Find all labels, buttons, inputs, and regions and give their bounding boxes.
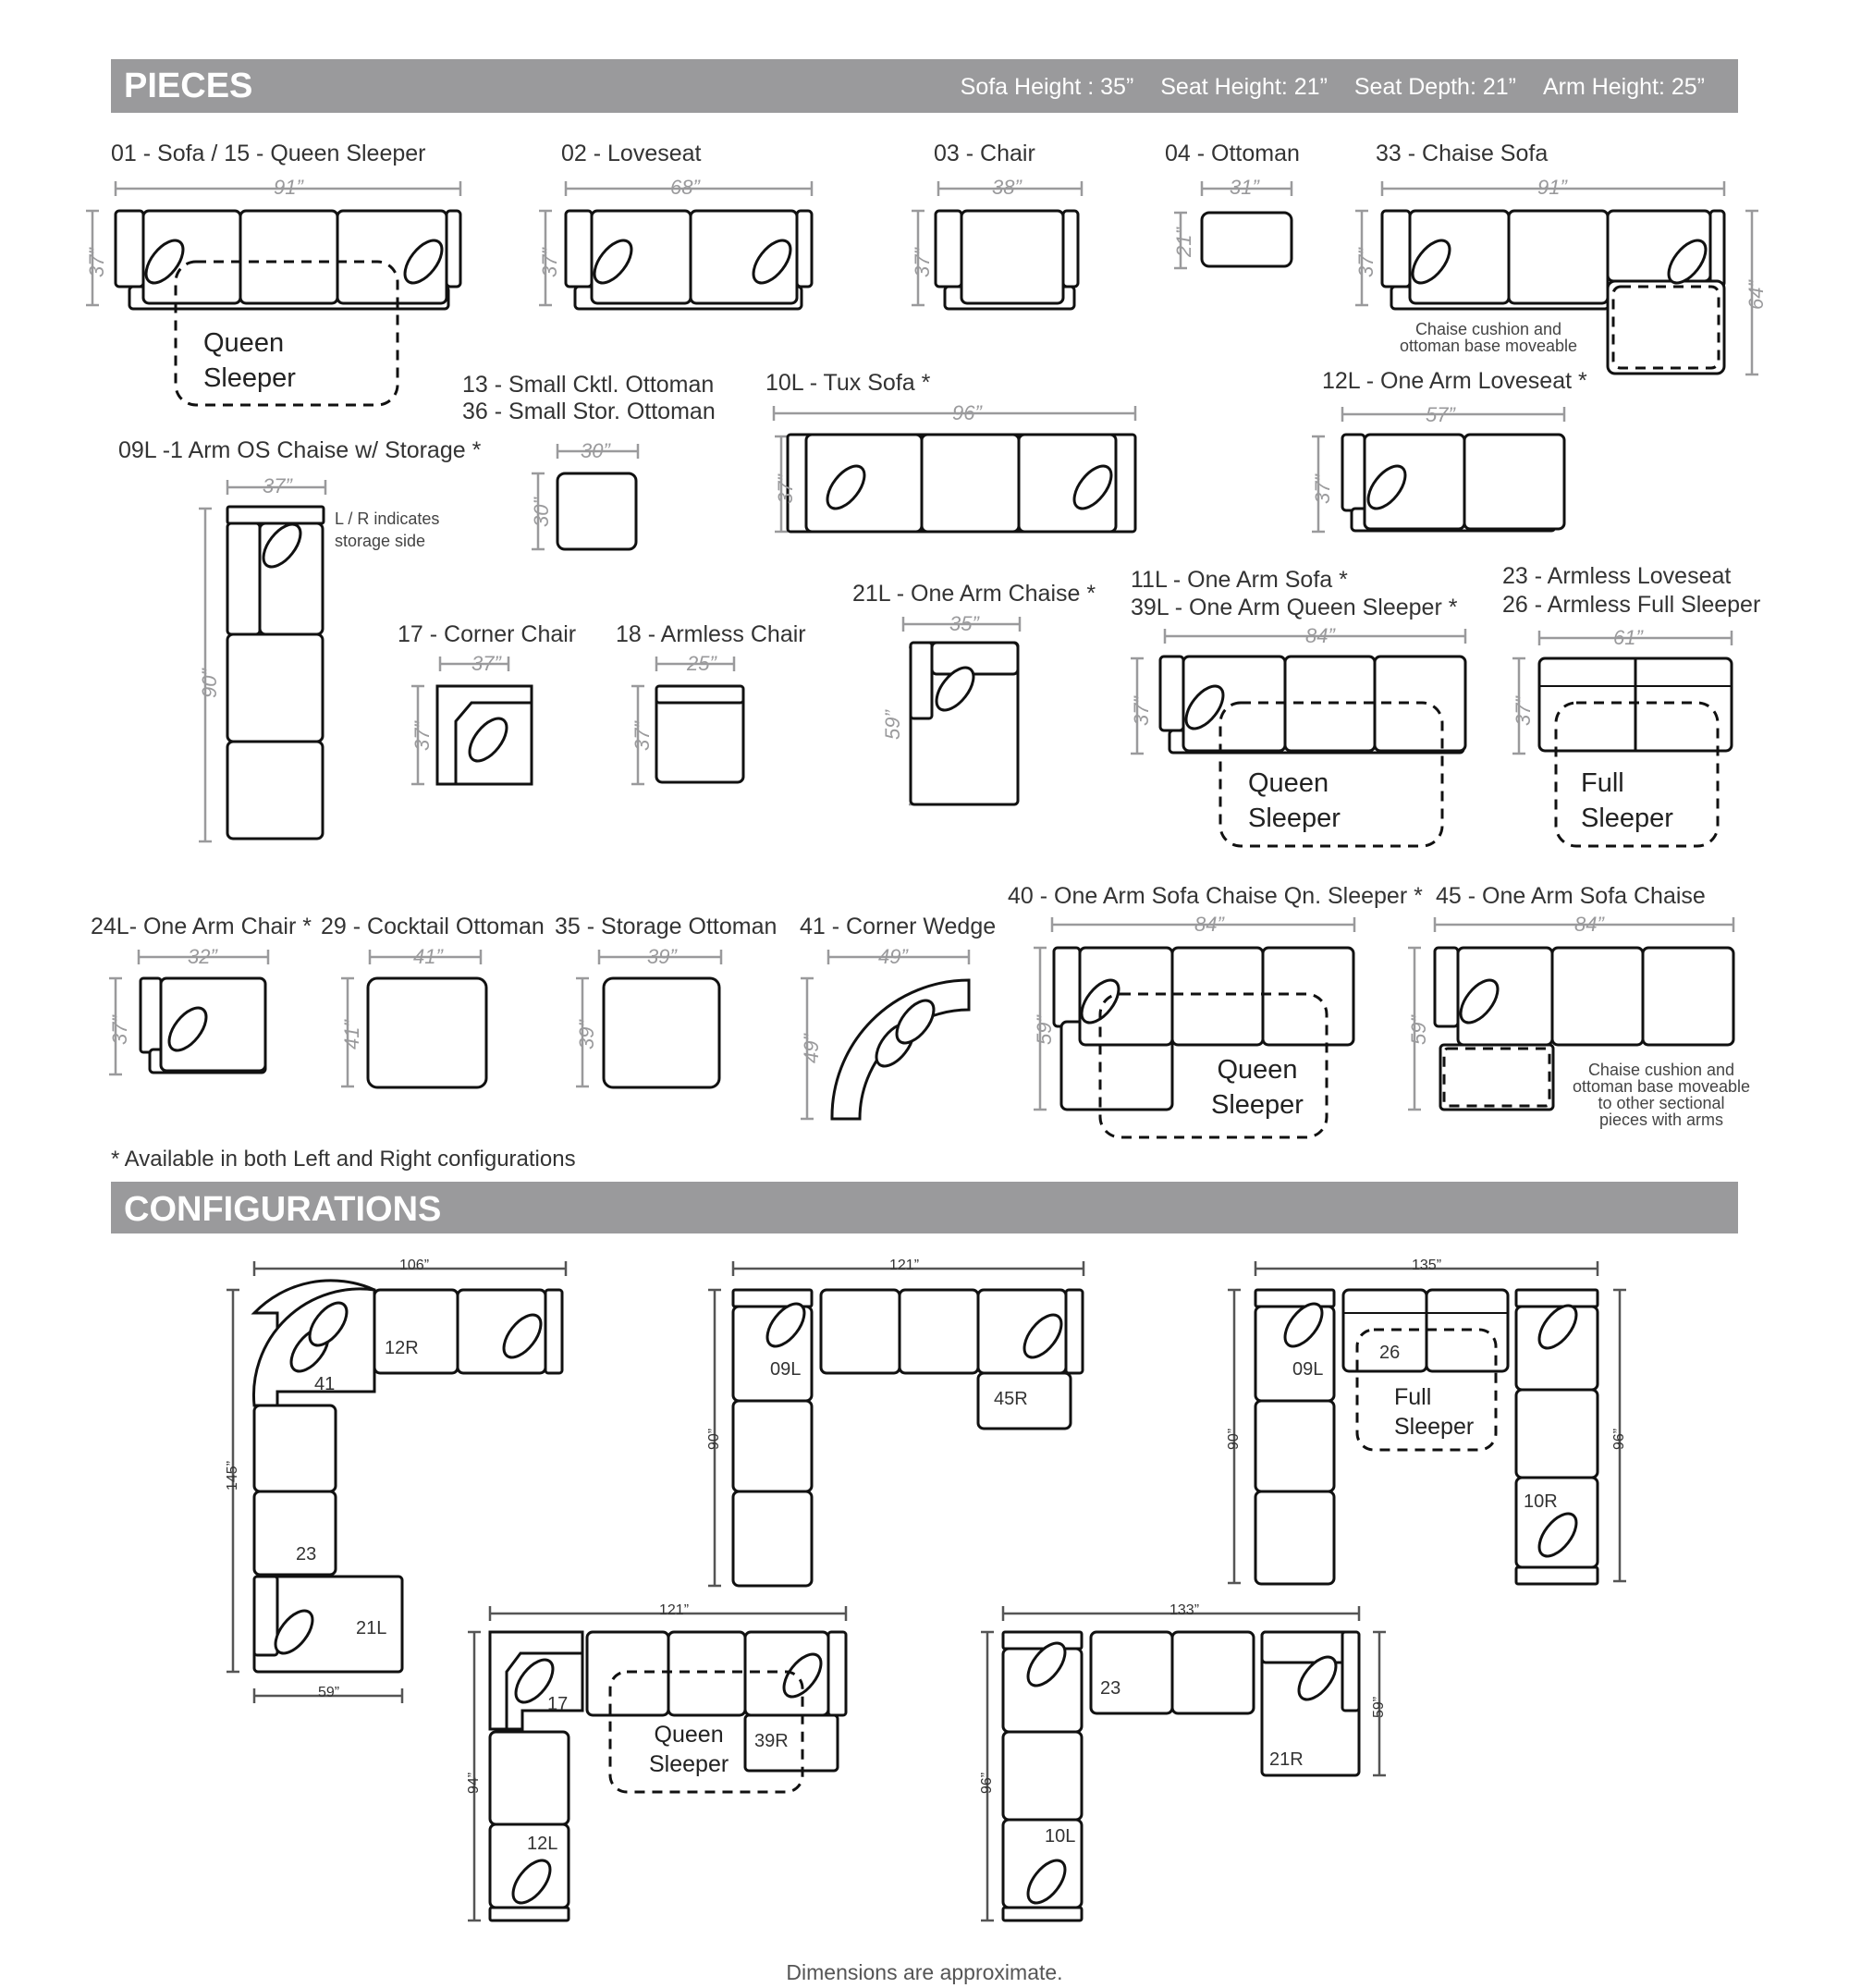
dim-35-height: 39” xyxy=(575,1020,598,1049)
label-23-armless-loveseat: 23 - Armless Loveseat xyxy=(1502,563,1732,589)
label-35-storage-ottoman: 35 - Storage Ottoman xyxy=(555,914,778,939)
piece-04-ottoman xyxy=(1202,213,1292,266)
label-45-sofa-chaise: 45 - One Arm Sofa Chaise xyxy=(1436,883,1706,909)
config3-code-26: 26 xyxy=(1379,1343,1401,1363)
dim-09l-width: 37” xyxy=(263,474,292,497)
spec-seat-depth: Seat Depth: 21” xyxy=(1353,74,1516,100)
piece-12l-one-arm-loveseat xyxy=(1342,435,1564,531)
note-45 xyxy=(1555,1061,1768,1128)
dim-11l-height: 37” xyxy=(1130,696,1153,726)
label-03-chair: 03 - Chair xyxy=(934,141,1035,166)
label-13-small-ottoman: 13 - Small Cktl. Ottoman xyxy=(462,372,715,398)
dim-12l-height: 37” xyxy=(1311,474,1334,504)
label-21l-chaise: 21L - One Arm Chaise * xyxy=(852,581,1096,607)
dim-01-height: 37” xyxy=(85,248,108,277)
dim-33-height: 37” xyxy=(1354,248,1378,277)
label-04-ottoman: 04 - Ottoman xyxy=(1165,141,1300,166)
piece-29-cocktail-ottoman xyxy=(368,978,486,1087)
config3-height: 90” xyxy=(1226,1428,1242,1450)
piece-41-corner-wedge xyxy=(832,980,969,1119)
configurations-header-bar xyxy=(111,1182,1738,1233)
note-33-chaise xyxy=(1378,321,1599,354)
spec-arm-height: Arm Height: 25” xyxy=(1542,74,1705,100)
config2-width: 121” xyxy=(889,1258,920,1273)
dim-40-height: 59” xyxy=(1033,1015,1056,1045)
config5-width: 133” xyxy=(1169,1602,1200,1618)
note-33-text: Chaise cushion and ottoman base moveable xyxy=(1399,320,1578,355)
dim-41-height: 49” xyxy=(800,1034,823,1063)
dim-04-width: 31” xyxy=(1230,176,1259,199)
config1-code-12r: 12R xyxy=(385,1338,419,1358)
dim-13-height: 30” xyxy=(530,497,553,527)
config5-height: 96” xyxy=(979,1772,995,1794)
piece-13-ottoman xyxy=(557,473,636,549)
label-09l-chaise: 09L -1 Arm OS Chaise w/ Storage * xyxy=(118,437,482,463)
dim-45-height: 59” xyxy=(1407,1015,1430,1045)
availability-note: * Available in both Left and Right configurations xyxy=(111,1147,576,1172)
dim-01-width: 91” xyxy=(274,176,303,199)
pieces-title: PIECES xyxy=(124,67,253,105)
dim-21l-height: 59” xyxy=(881,710,904,740)
label-39l-sleeper: 39L - One Arm Queen Sleeper * xyxy=(1131,595,1458,620)
dim-02-height: 37” xyxy=(538,248,561,277)
config5-code-21r: 21R xyxy=(1269,1749,1304,1770)
label-40-sofa-chaise-sleeper: 40 - One Arm Sofa Chaise Qn. Sleeper * xyxy=(1008,883,1423,909)
inner-23-full xyxy=(1581,766,1673,836)
label-10l-tux: 10L - Tux Sofa * xyxy=(765,370,931,396)
note-09l xyxy=(335,508,439,552)
dim-29-width: 41” xyxy=(413,945,443,968)
config3-code-10r: 10R xyxy=(1524,1491,1558,1512)
config3-inner xyxy=(1394,1382,1474,1442)
piece-21l-one-arm-chaise xyxy=(911,643,1018,804)
piece-17-corner-chair xyxy=(437,686,532,784)
dim-21l-width: 35” xyxy=(949,612,979,635)
config3-height2: 96” xyxy=(1611,1428,1627,1450)
config4-code-17: 17 xyxy=(547,1694,569,1714)
piece-09l-chaise-storage xyxy=(227,507,324,839)
dim-13-width: 30” xyxy=(581,439,610,462)
label-33-chaise-sofa: 33 - Chaise Sofa xyxy=(1376,141,1549,166)
config1-code-41: 41 xyxy=(314,1374,336,1394)
config4-inner xyxy=(649,1720,729,1779)
inner-01-queen xyxy=(203,325,296,396)
config2-height: 90” xyxy=(706,1428,722,1450)
config2-code-45r: 45R xyxy=(994,1389,1028,1409)
config3-code-09l: 09L xyxy=(1292,1359,1324,1380)
config-2 xyxy=(733,1290,1083,1586)
config3-width: 135” xyxy=(1412,1258,1442,1273)
spec-seat-height: Seat Height: 21” xyxy=(1160,74,1328,100)
dim-09l-height: 90” xyxy=(198,669,221,698)
config1-bottom: 59” xyxy=(318,1685,340,1700)
label-11l-sofa: 11L - One Arm Sofa * xyxy=(1131,567,1348,593)
label-12l-loveseat: 12L - One Arm Loveseat * xyxy=(1322,368,1587,394)
note-09l-text: L / R indicates storage side xyxy=(335,509,440,550)
label-24l-chair: 24L- One Arm Chair * xyxy=(91,914,312,939)
config4-code-39r: 39R xyxy=(754,1731,789,1751)
piece-18-armless-chair xyxy=(656,686,743,782)
dim-04-height: 21” xyxy=(1172,227,1195,257)
label-18-armless-chair: 18 - Armless Chair xyxy=(616,621,806,647)
dim-41-width: 49” xyxy=(878,945,908,968)
config4-code-12l: 12L xyxy=(527,1834,558,1854)
config1-width: 106” xyxy=(399,1258,430,1273)
config2-code-09l: 09L xyxy=(770,1359,802,1380)
config5-code-23: 23 xyxy=(1100,1678,1121,1699)
config4-width: 121” xyxy=(659,1602,690,1618)
piece-35-storage-ottoman xyxy=(604,978,719,1087)
configurations-title: CONFIGURATIONS xyxy=(124,1190,442,1229)
dim-35-width: 39” xyxy=(647,945,677,968)
config1-height: 145” xyxy=(225,1460,240,1491)
label-02-loveseat: 02 - Loveseat xyxy=(561,141,702,166)
piece-10l-tux-sofa xyxy=(788,435,1135,532)
config4-inner-text: Queen Sleeper xyxy=(649,1722,729,1777)
config1-code-21l: 21L xyxy=(356,1618,387,1638)
piece-02-loveseat xyxy=(566,211,812,309)
dim-23-width: 61” xyxy=(1613,626,1643,649)
dim-17-height: 37” xyxy=(410,721,434,751)
inner-11l-text: Queen Sleeper xyxy=(1248,768,1341,833)
label-17-corner-chair: 17 - Corner Chair xyxy=(398,621,577,647)
label-26-full-sleeper: 26 - Armless Full Sleeper xyxy=(1502,592,1761,618)
dim-10l-height: 37” xyxy=(774,474,797,504)
dim-33-height2: 64” xyxy=(1745,280,1768,310)
inner-11l-queen xyxy=(1248,766,1341,836)
config5-code-10l: 10L xyxy=(1045,1826,1076,1847)
dim-40-width: 84” xyxy=(1194,913,1224,936)
dim-24l-width: 32” xyxy=(188,945,217,968)
label-01-sofa: 01 - Sofa / 15 - Queen Sleeper xyxy=(111,141,426,166)
config4-height: 94” xyxy=(466,1772,482,1794)
piece-24l-one-arm-chair xyxy=(141,978,265,1073)
dim-33-width: 91” xyxy=(1537,176,1567,199)
config3-inner-text: Full Sleeper xyxy=(1394,1384,1475,1440)
note-45-text: Chaise cushion and ottoman base moveable to other sectional pieces with arms xyxy=(1572,1061,1751,1129)
label-36-small-storage: 36 - Small Stor. Ottoman xyxy=(462,399,716,424)
label-41-corner-wedge: 41 - Corner Wedge xyxy=(800,914,997,939)
dim-03-width: 38” xyxy=(992,176,1022,199)
inner-40-text: Queen Sleeper xyxy=(1211,1055,1304,1120)
label-29-cocktail-ottoman: 29 - Cocktail Ottoman xyxy=(321,914,545,939)
inner-01-text: Queen Sleeper xyxy=(203,328,296,393)
footer-note: Dimensions are approximate. xyxy=(786,1960,1063,1984)
dim-03-height: 37” xyxy=(911,248,934,277)
dim-24l-height: 37” xyxy=(108,1015,131,1045)
dim-45-width: 84” xyxy=(1574,913,1604,936)
config-5 xyxy=(1003,1632,1359,1921)
dim-23-height: 37” xyxy=(1512,696,1535,726)
dim-11l-width: 84” xyxy=(1305,624,1335,647)
piece-03-chair xyxy=(936,211,1078,309)
piece-40-sofa-chaise-sleeper xyxy=(1054,948,1353,1137)
dim-29-height: 41” xyxy=(340,1020,363,1049)
dim-18-width: 25” xyxy=(687,652,716,675)
spec-sofa-height: Sofa Height : 35” xyxy=(960,74,1134,100)
inner-40-queen xyxy=(1211,1052,1304,1123)
dim-17-width: 37” xyxy=(471,652,501,675)
config5-height2: 59” xyxy=(1371,1696,1387,1718)
config1-code-23: 23 xyxy=(296,1544,317,1565)
dim-02-width: 68” xyxy=(670,176,700,199)
inner-23-text: Full Sleeper xyxy=(1581,768,1673,833)
dim-12l-width: 57” xyxy=(1426,403,1455,426)
dim-18-height: 37” xyxy=(631,721,654,751)
dim-10l-width: 96” xyxy=(952,401,982,424)
